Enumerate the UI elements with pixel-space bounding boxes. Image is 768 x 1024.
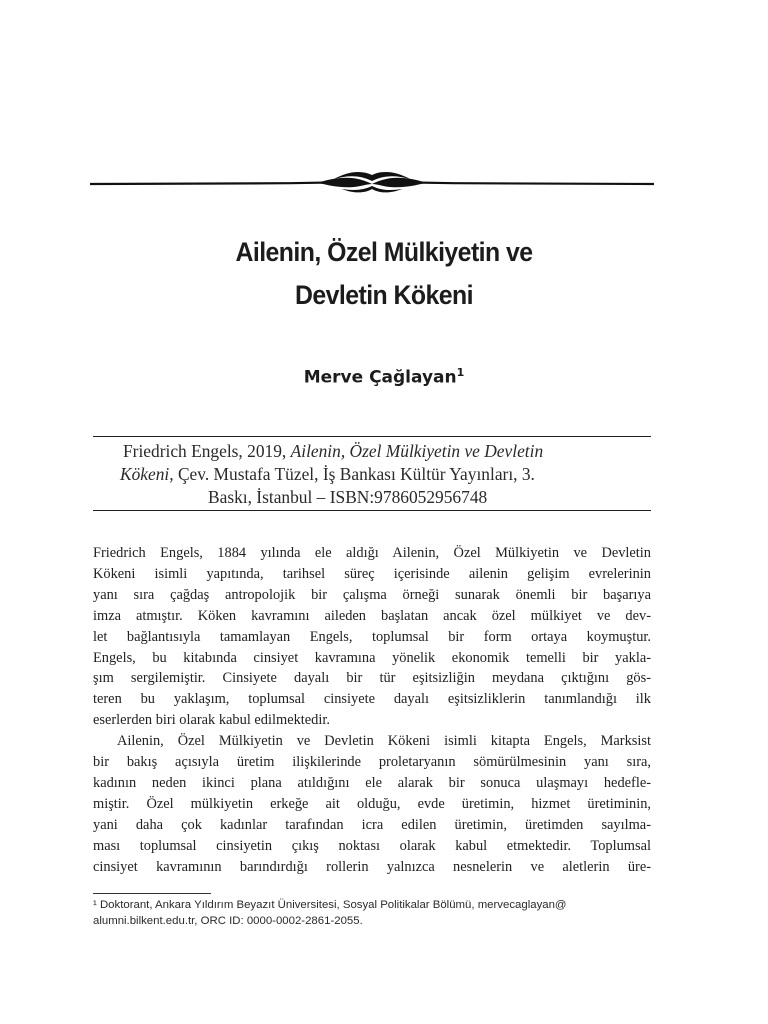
paragraph-line: şım sergilemiştir. Cinsiyete dayalı bir tür eşitsizliğin meydana çıktığını gös-	[93, 670, 651, 687]
paragraph-line: bir bakış açısıyla üretim ilişkilerinde proletaryanın sömürülmesinin yanı sıra,	[93, 754, 651, 771]
citation-rule-bottom	[93, 510, 651, 511]
paragraph-line: Ailenin, Özel Mülkiyetin ve Devletin Kökeni isimli kitapta Engels, Marksist	[117, 733, 651, 750]
paragraph-line: yanı sıra çağdaş antropolojik bir çalışma örneği sunarak önemli bir başarıya	[93, 586, 651, 603]
paragraph-2	[93, 731, 651, 877]
paragraph-line: eserlerden biri olarak kabul edilmektedir.	[93, 712, 330, 729]
paragraph-line: kadının neden ikinci plana atıldığını ele alarak bir sonuca ulaşmayı hedefle-	[93, 774, 651, 791]
paragraph-line: Engels, bu kitabında cinsiyet kavramına yönelik ekonomik temelli bir yakla-	[93, 649, 651, 666]
paragraph-line: imza atmıştır. Köken kavramını aileden başlatan ancak özel mülkiyet ve dev-	[93, 607, 651, 624]
author-name-text: Merve Çağlayan	[303, 367, 457, 388]
author-footnote-mark: 1	[456, 366, 465, 379]
citation-line-2-rest: Çev. Mustafa Tüzel, İş Bankası Kültür Yayınları, 3.	[173, 464, 535, 484]
ornamental-flourish-divider-icon	[90, 170, 654, 196]
paragraph-line: ması toplumsal cinsiyetin çıkış noktası olarak kabul etmektedir. Toplumsal	[93, 837, 651, 854]
document-title-line-1: Ailenin, Özel Mülkiyetin ve	[235, 237, 533, 267]
citation-line-1-prefix: Friedrich Engels, 2019,	[123, 441, 291, 461]
paragraph-line: let bağlantısıyla tamamlayan Engels, toplumsal bir form ortaya koymuştur.	[93, 628, 651, 645]
citation-line-2	[120, 463, 645, 486]
citation-line-3: Baskı, İstanbul – ISBN:9786052956748	[208, 487, 488, 507]
document-title-line-2: Devletin Kökeni	[294, 280, 474, 310]
book-citation	[120, 440, 645, 509]
paragraph-line: Friedrich Engels, 1884 yılında ele aldığı Ailenin, Özel Mülkiyetin ve Devletin	[93, 545, 651, 561]
footnote	[93, 897, 655, 929]
paragraph-line: yani daha çok kadınlar tarafından icra edilen üretimin, üretimden sayılma-	[93, 816, 651, 833]
footnote-separator	[93, 893, 211, 894]
paragraph-line: Kökeni isimli yapıtında, tarihsel süreç içerisinde ailenin gelişim evrelerinin	[93, 565, 651, 582]
body-text	[93, 543, 651, 878]
paragraph-line: miştir. Özel mülkiyetin erkeğe ait olduğu, evde üretimin, hizmet üretiminin,	[93, 795, 651, 812]
author-name	[0, 366, 768, 388]
citation-line-2-italic: Kökeni,	[120, 464, 174, 484]
paragraph-1	[93, 543, 651, 731]
footnote-line-1: ¹ Doktorant, Ankara Yıldırım Beyazıt Üniversitesi, Sosyal Politikalar Bölümü, mervecaglayan@	[93, 899, 567, 911]
citation-rule-top	[93, 436, 651, 437]
paragraph-line: teren bu yaklaşım, toplumsal cinsiyete dayalı eşitsizliklerin tanımlandığı ilk	[93, 691, 651, 708]
citation-line-1	[123, 440, 645, 463]
paragraph-line: cinsiyet kavramının barındırdığı rollerin yalnızca nesnelerin ve aletlerin üre-	[93, 858, 651, 875]
citation-line-1-italic: Ailenin, Özel Mülkiyetin ve Devletin	[290, 441, 544, 461]
footnote-line-2: alumni.bilkent.edu.tr, ORC ID: 0000-0002-2861-2055.	[93, 915, 363, 927]
